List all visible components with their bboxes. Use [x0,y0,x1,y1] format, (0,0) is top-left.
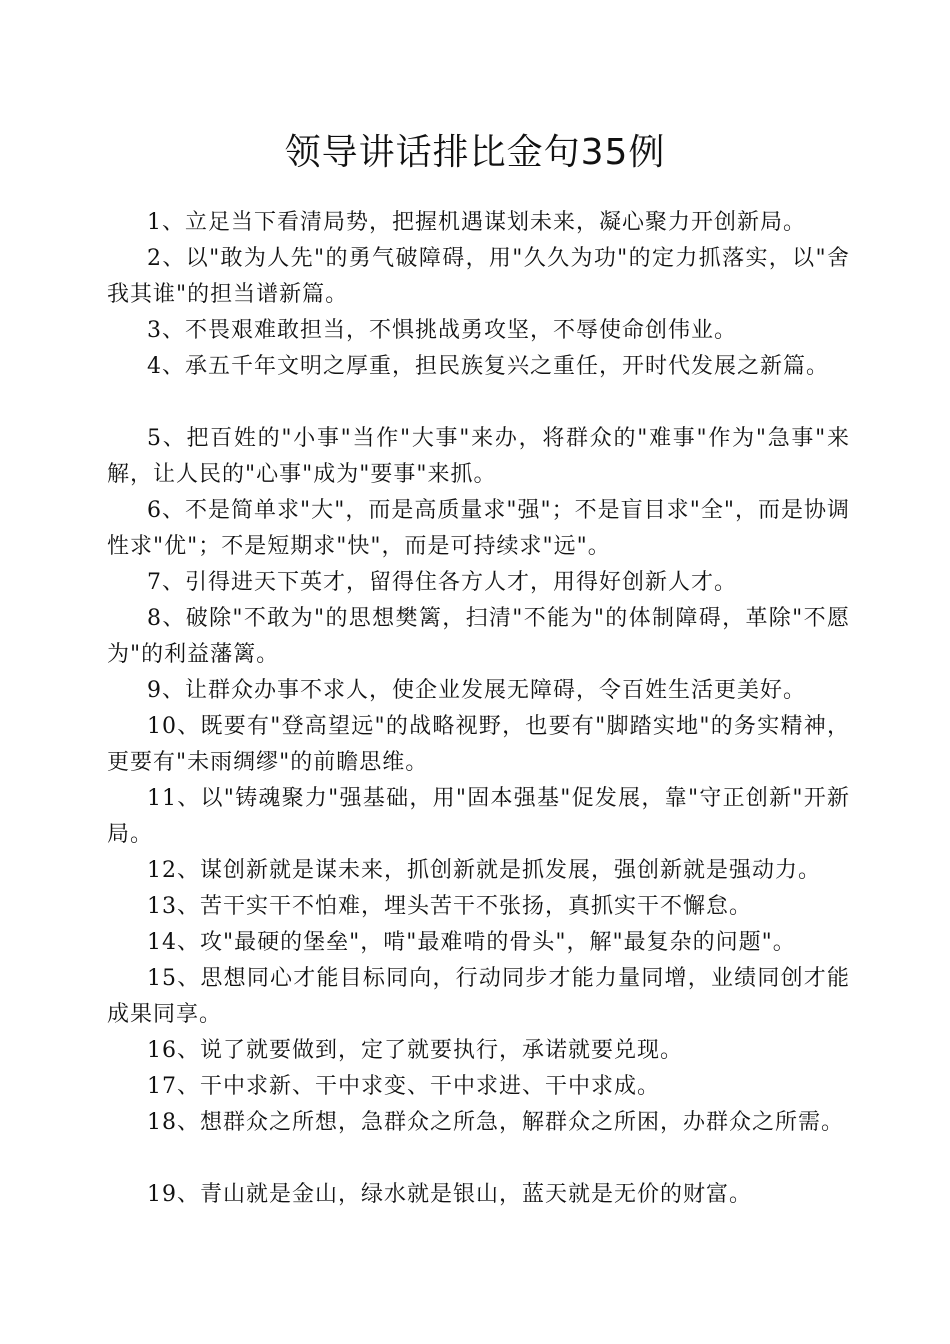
paragraph-gap [107,1141,850,1177]
list-item: 14、攻"最硬的堡垒"，啃"最难啃的骨头"，解"最复杂的问题"。 [147,930,796,955]
list-item: 17、干中求新、干中求变、干中求进、干中求成。 [147,1074,660,1099]
list-item: 9、让群众办事不求人，使企业发展无障碍，令百姓生活更美好。 [147,678,806,703]
list-item: 18、想群众之所想，急群众之所急，解群众之所困，办群众之所需。 [147,1110,844,1135]
list-item: 19、青山就是金山，绿水就是银山，蓝天就是无价的财富。 [147,1182,752,1207]
list-item: 1、立足当下看清局势，把握机遇谋划未来，凝心聚力开创新局。 [147,210,806,235]
list-item: 5、把百姓的"小事"当作"大事"来办，将群众的"难事"作为"急事"来解，让人民的"心事"成为"要事"来抓。 [107,426,850,487]
document-title: 领导讲话排比金句35例 [284,132,666,173]
list-item: 16、说了就要做到，定了就要执行，承诺就要兑现。 [147,1038,683,1063]
list-item: 4、承五千年文明之厚重，担民族复兴之重任，开时代发展之新篇。 [147,354,829,379]
list-item: 8、破除"不敢为"的思想樊篱，扫清"不能为"的体制障碍，革除"不愿为"的利益藩篱。 [107,606,850,667]
list-item: 10、既要有"登高望远"的战略视野，也要有"脚踏实地"的务实精神，更要有"未雨绸缪"的前瞻思维。 [107,714,850,775]
paragraph-gap [107,385,850,421]
list-item: 11、以"铸魂聚力"强基础，用"固本强基"促发展，靠"守正创新"开新局。 [107,786,850,847]
list-item: 7、引得进天下英才，留得住各方人才，用得好创新人才。 [147,570,737,595]
list-item: 3、不畏艰难敢担当，不惧挑战勇攻坚，不辱使命创伟业。 [147,318,737,343]
document-body [107,205,850,1213]
list-item: 15、思想同心才能目标同向，行动同步才能力量同增，业绩同创才能成果同享。 [107,966,850,1027]
list-item: 12、谋创新就是谋未来，抓创新就是抓发展，强创新就是强动力。 [147,858,821,883]
list-item: 13、苦干实干不怕难，埋头苦干不张扬，真抓实干不懈怠。 [147,894,752,919]
list-item: 6、不是简单求"大"，而是高质量求"强"；不是盲目求"全"，而是协调性求"优"；不是短期求"快"，而是可持续求"远"。 [107,498,850,559]
list-item: 2、以"敢为人先"的勇气破障碍，用"久久为功"的定力抓落实，以"舍我其谁"的担当谱新篇。 [107,246,850,307]
